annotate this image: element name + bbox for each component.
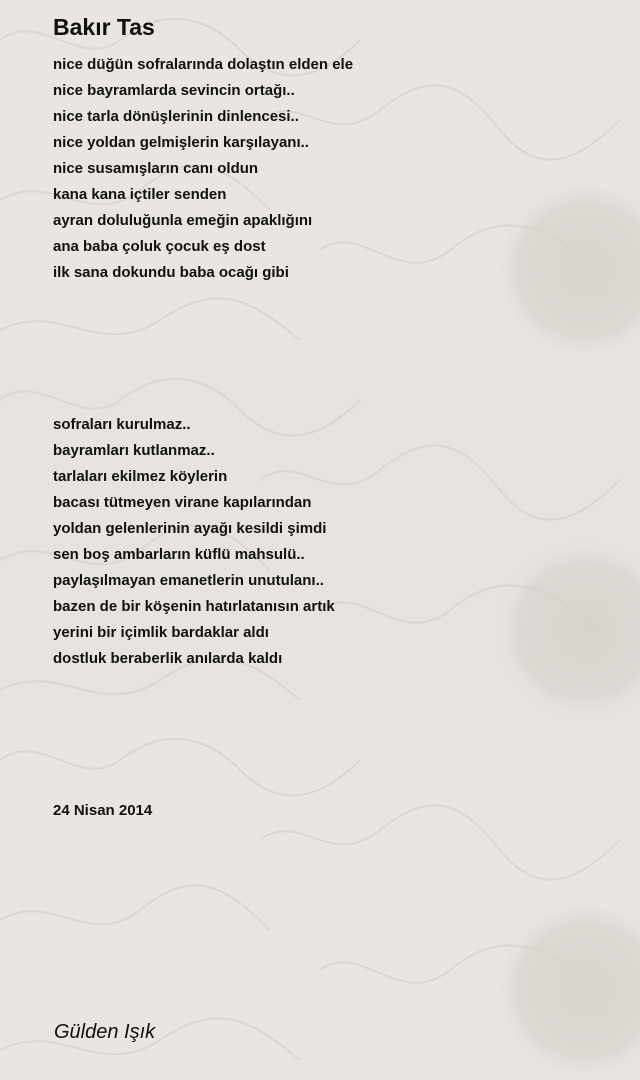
poem-line: nice tarla dönüşlerinin dinlencesi.. [53,108,299,125]
poem-line: sen boş ambarların küflü mahsulü.. [53,546,305,563]
poem-line: bazen de bir köşenin hatırlatanısın artık [53,598,335,615]
poem-line: tarlaları ekilmez köylerin [53,468,228,485]
poem-line: nice susamışların canı oldun [53,160,259,177]
poem-line: bacası tütmeyen virane kapılarından [53,494,312,511]
stanza-1 [53,52,353,286]
poem-line: ayran doluluğunla emeğin apaklığını [53,212,313,229]
poem-line: nice düğün sofralarında dolaştın elden ele [53,56,354,73]
stanza-2 [53,412,335,672]
poem-line: dostluk beraberlik anılarda kaldı [53,650,283,667]
poem-line: nice yoldan gelmişlerin karşılayanı.. [53,134,309,151]
poem-line: ilk sana dokundu baba ocağı gibi [53,264,289,281]
poem-line: nice bayramlarda sevincin ortağı.. [53,82,295,99]
poem-title: Bakır Tas [53,14,155,40]
poem-line: yoldan gelenlerinin ayağı kesildi şimdi [53,520,327,537]
poem-line: paylaşılmayan emanetlerin unutulanı.. [53,572,324,589]
poem-author: Gülden Işık [54,1021,156,1043]
poem-line: ana baba çoluk çocuk eş dost [53,238,266,255]
poem-line: sofraları kurulmaz.. [53,416,191,433]
poem-date: 24 Nisan 2014 [53,802,153,819]
poem-line: yerini bir içimlik bardaklar aldı [53,624,269,641]
poem-line: bayramları kutlanmaz.. [53,442,215,459]
poem-line: kana kana içtiler senden [53,186,227,203]
